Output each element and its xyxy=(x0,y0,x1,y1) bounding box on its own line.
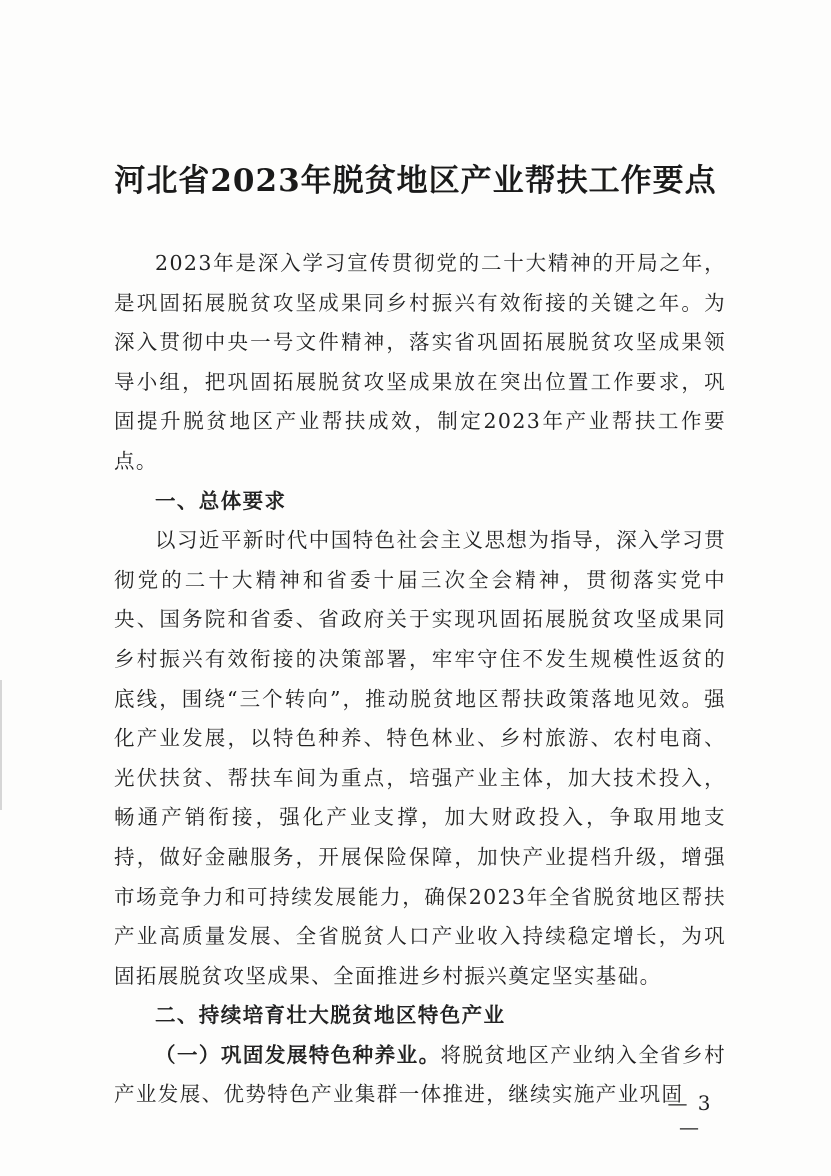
document-body xyxy=(114,244,726,1115)
document-title: 河北省2023年脱贫地区产业帮扶工作要点 xyxy=(114,163,717,199)
general-requirements-paragraph: 以习近平新时代中国特色社会主义思想为指导，深入学习贯彻党的二十大精神和省委十届三次全会精神，贯彻落实党中央、国务院和省委、省政府关于实现巩固拓展脱贫攻坚成果同乡村振兴有效衔接的决策部署，牢牢守住不发生规模性返贫的底线，围绕“三个转向”，推动脱贫地区帮扶政策落地见效。强化产业发展，以特色种养、特色林业、乡村旅游、农村电商、光伏扶贫、帮扶车间为重点，培强产业主体，加大技术投入，畅通产销衔接，强化产业支撑，加大财政投入，争取用地支持，做好金融服务，开展保险保障，加快产业提档升级，增强市场竞争力和可持续发展能力，确保2023年全省脱贫地区帮扶产业高质量发展、全省脱贫人口产业收入持续稳定增长，为巩固拓展脱贫攻坚成果、全面推进乡村振兴奠定坚实基础。 xyxy=(114,528,726,988)
subsection-body: 将脱贫地区产业纳入全省乡村产业发展、优势特色产业集群一体推进，继续实施产业巩固 xyxy=(114,1042,726,1107)
section-heading-general-requirements: 一、总体要求 xyxy=(155,488,287,513)
section-heading-characteristic-industries: 二、持续培育壮大脱贫地区特色产业 xyxy=(155,1003,506,1028)
intro-paragraph: 2023年是深入学习宣传贯彻党的二十大精神的开局之年，是巩固拓展脱贫攻坚成果同乡村振兴有效衔接的关键之年。为深入贯彻中央一号文件精神，落实省巩固拓展脱贫攻坚成果领导小组，把巩固拓展脱贫攻坚成果放在突出位置工作要求，巩固提升脱贫地区产业帮扶成效，制定2023年产业帮扶工作要点。 xyxy=(114,251,726,473)
scan-edge-mark xyxy=(0,680,2,810)
page-number: — 3 — xyxy=(667,1091,713,1139)
subsection-paragraph xyxy=(114,1036,726,1115)
subsection-label: （一）巩固发展特色种养业。 xyxy=(155,1042,441,1067)
